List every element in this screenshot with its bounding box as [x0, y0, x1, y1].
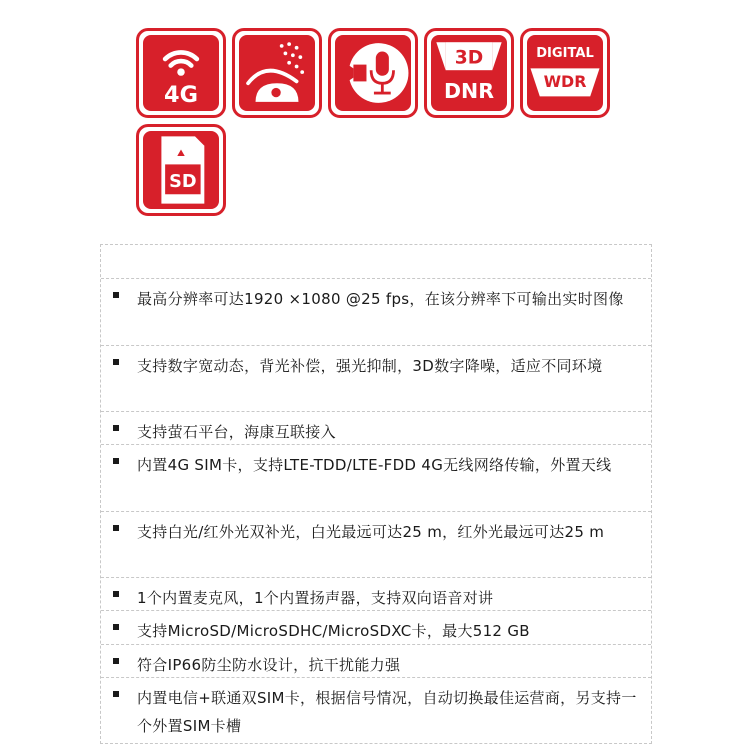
- feature-text: 支持白光/红外光双补光，白光最远可达25 m，红外光最远可达25 m: [137, 523, 605, 541]
- bullet-icon: [113, 525, 119, 531]
- feature-row: [101, 578, 651, 611]
- feature-text: 1个内置麦克风，1个内置扬声器，支持双向语音对讲: [137, 589, 494, 607]
- audio-badge: [328, 28, 418, 118]
- 4g-label: 4G: [164, 81, 198, 108]
- digital-wdr-icon: [523, 31, 607, 115]
- sd-label: SD: [169, 171, 197, 192]
- table-header-row: [101, 245, 651, 279]
- feature-text: 支持MicroSD/MicroSDHC/MicroSDXC卡，最大512 GB: [137, 622, 530, 640]
- feature-row: [101, 512, 651, 578]
- bullet-icon: [113, 691, 119, 697]
- bullet-icon: [113, 425, 119, 431]
- digital-wdr-badge: [520, 28, 610, 118]
- feature-row: [101, 645, 651, 678]
- dnr-label: DNR: [444, 79, 494, 104]
- bullet-icon: [113, 458, 119, 464]
- 3d-label: 3D: [454, 47, 484, 69]
- sd-card-badge: [136, 124, 226, 216]
- sd-card-icon: [139, 127, 223, 213]
- feature-text: 内置4G SIM卡，支持LTE-TDD/LTE-FDD 4G无线网络传输，外置天线: [137, 456, 612, 474]
- feature-row: [101, 611, 651, 645]
- wdr-label: WDR: [543, 72, 587, 91]
- weatherproof-badge: [232, 28, 322, 118]
- bullet-icon: [113, 591, 119, 597]
- feature-row: [101, 445, 651, 512]
- 4g-badge: [136, 28, 226, 118]
- bullet-icon: [113, 359, 119, 365]
- feature-text: 支持萤石平台，海康互联接入: [137, 423, 336, 441]
- feature-text: 支持数字宽动态，背光补偿，强光抑制，3D数字降噪，适应不同环境: [137, 357, 603, 375]
- 3d-dnr-badge: [424, 28, 514, 118]
- digital-label: DIGITAL: [536, 46, 594, 62]
- signal-4g-icon: [139, 31, 223, 115]
- bullet-icon: [113, 658, 119, 664]
- 3d-dnr-icon: [427, 31, 511, 115]
- feature-row: [101, 412, 651, 445]
- feature-text: 内置电信+联通双SIM卡，根据信号情况，自动切换最佳运营商，另支持一个外置SIM卡槽: [137, 689, 637, 735]
- feature-table: [100, 244, 652, 744]
- feature-row: [101, 678, 651, 746]
- bullet-icon: [113, 292, 119, 298]
- feature-row: [101, 346, 651, 412]
- bullet-icon: [113, 624, 119, 630]
- rain-dome-icon: [235, 31, 319, 115]
- feature-text: 最高分辨率可达1920 ×1080 @25 fps，在该分辨率下可输出实时图像: [137, 290, 624, 308]
- camera-microphone-icon: [331, 31, 415, 115]
- feature-row: [101, 279, 651, 346]
- feature-text: 符合IP66防尘防水设计，抗干扰能力强: [137, 656, 401, 674]
